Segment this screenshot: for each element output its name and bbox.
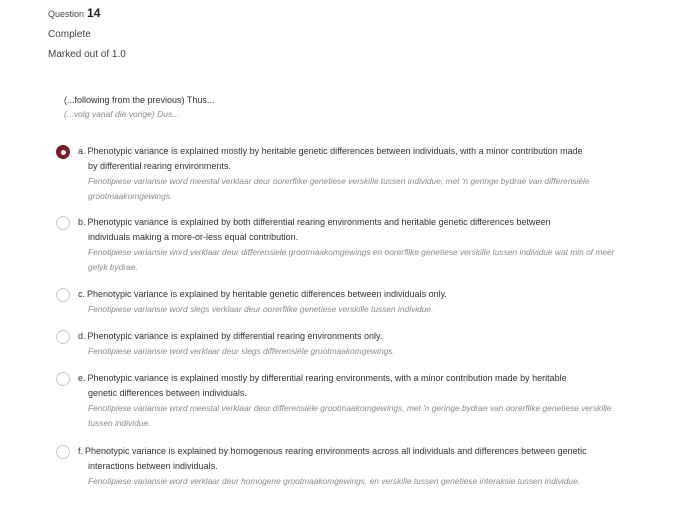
question-label: Question — [48, 9, 85, 19]
answer-letter: f. — [78, 446, 84, 456]
answer-text-d — [78, 329, 656, 359]
answer-option-a[interactable] — [56, 144, 656, 215]
answer-afrikaans-line: Fenotipiese variansie word meestal verklaar deur differensiële grootmaakomgewings, met 'n geringe bydrae van oorerflike genetiese verskille — [88, 403, 612, 413]
answer-english-line: individuals making a more-or-less equal contribution. — [88, 232, 299, 242]
answer-text-f — [78, 444, 656, 489]
answer-letter: e. — [78, 373, 86, 383]
question-info — [48, 6, 126, 60]
answer-text-b — [78, 215, 656, 275]
answer-letter: b. — [78, 217, 86, 227]
answer-list — [56, 144, 656, 489]
answer-text-a — [78, 144, 656, 204]
question-state: Complete — [48, 29, 91, 40]
answer-option-d[interactable] — [56, 329, 656, 371]
question-text — [64, 95, 214, 119]
radio-selected-dot — [61, 150, 66, 155]
answer-afrikaans-line: Fenotipiese variansie word verklaar deur differensiele grootmaakomgewings en oorerflike genetiese verskille tussen individue wat min of meer — [88, 247, 615, 257]
answer-letter: a. — [78, 146, 86, 156]
answer-option-c[interactable] — [56, 287, 656, 329]
answer-afrikaans-line: Fenotipiese variansie word verklaar deur slegs differensiële grootmaakomgewings. — [88, 346, 395, 356]
answer-letter: d. — [78, 331, 86, 341]
answer-afrikaans-line: tussen individue. — [88, 418, 151, 428]
answer-english-line: Phenotypic variance is explained by both differential rearing environments and heritable genetic differences between — [87, 217, 551, 227]
question-grade: Marked out of 1.0 — [48, 49, 126, 60]
answer-english-line: Phenotypic variance is explained by heritable genetic differences between individuals only. — [87, 289, 447, 299]
question-number — [48, 6, 126, 20]
question-text-afrikaans: (...volg vanaf die vorige) Dus... — [64, 109, 180, 119]
answer-text-c — [78, 287, 656, 317]
answer-english-line: by differential rearing environments. — [88, 161, 231, 171]
answer-english-line: Phenotypic variance is explained by differential rearing environments only. — [87, 331, 383, 341]
answer-english-line: genetic differences between individuals. — [88, 388, 247, 398]
answer-option-f[interactable] — [56, 444, 656, 489]
answer-letter: c. — [78, 289, 86, 299]
answer-afrikaans-line: Fenotipiese variansie word meestal verklaar deur oorerflike genetiese verskille tussen individue, met 'n geringe bydrae van differensiële — [88, 176, 590, 186]
radio-button-f[interactable] — [56, 445, 70, 459]
answer-option-b[interactable] — [56, 215, 656, 287]
answer-afrikaans-line: grootmaakomgewings. — [88, 191, 173, 201]
radio-button-a[interactable] — [56, 145, 70, 159]
answer-option-e[interactable] — [56, 371, 656, 444]
answer-english-line: Phenotypic variance is explained mostly by heritable genetic differences between individuals, with a minor contribution made — [87, 146, 583, 156]
answer-english-line: Phenotypic variance is explained mostly by differential rearing environments, with a minor contribution made by heritable — [87, 373, 567, 383]
question-text-english: (...following from the previous) Thus... — [64, 95, 215, 105]
answer-english-line: interactions between individuals. — [88, 461, 218, 471]
radio-button-d[interactable] — [56, 330, 70, 344]
radio-button-b[interactable] — [56, 216, 70, 230]
answer-english-line: Phenotypic variance is explained by homogenous rearing environments across all individuals and differences between genetic — [85, 446, 587, 456]
answer-text-e — [78, 371, 656, 431]
radio-button-e[interactable] — [56, 372, 70, 386]
answer-afrikaans-line: Fenotipiese variansie word verklaar deur homogene grootmaakomgewings, en verskille tussen genetiese interaksie tussen individue. — [88, 476, 581, 486]
radio-button-c[interactable] — [56, 288, 70, 302]
answer-afrikaans-line: gelyk bydrae. — [88, 262, 138, 272]
question-number-value: 14 — [87, 6, 101, 20]
answer-afrikaans-line: Fenotipiese variansie word slegs verklaar deur oorerflike genetiese verskille tussen individue. — [88, 304, 434, 314]
